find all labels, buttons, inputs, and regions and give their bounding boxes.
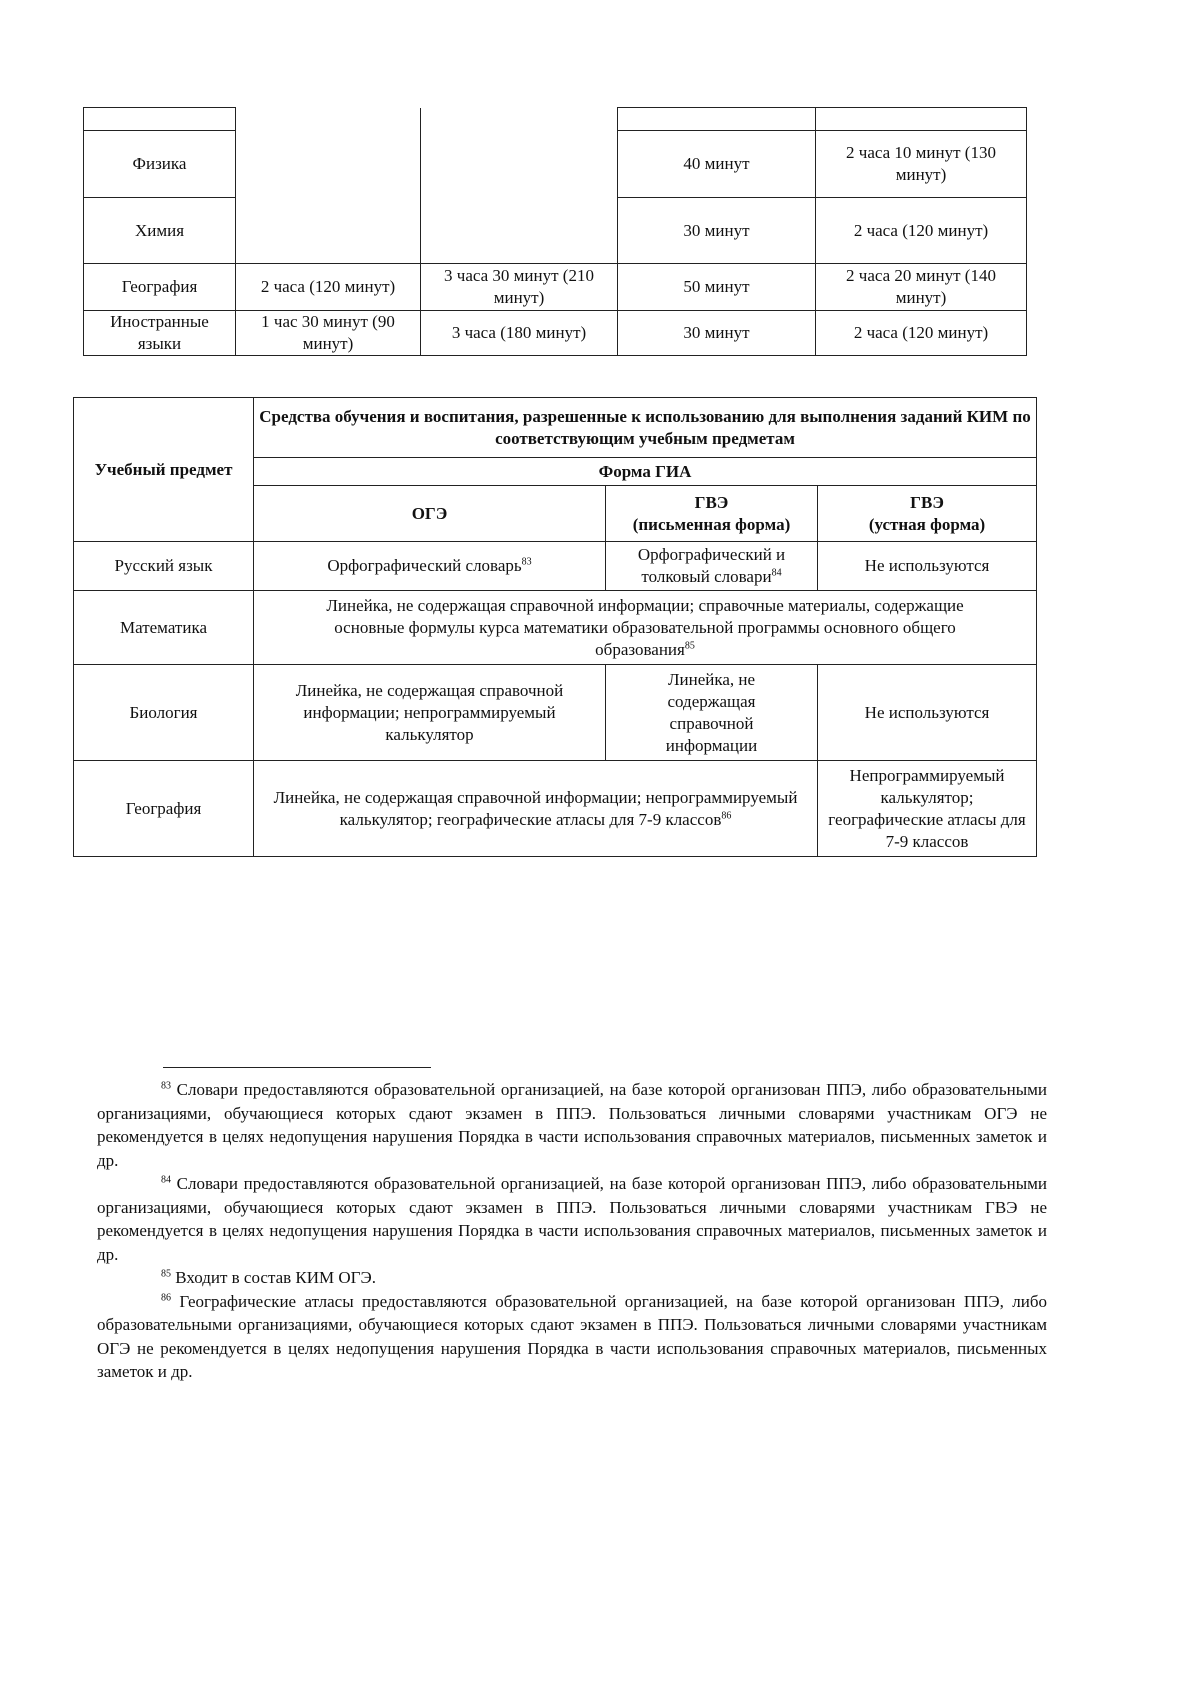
table-row [74, 542, 1037, 591]
table-cell: 2 часа 10 минут (130 минут) [816, 131, 1027, 198]
table-cell: 2 часа (120 минут) [236, 264, 421, 311]
table-cell [816, 108, 1027, 131]
footnote-ref[interactable]: 85 [684, 639, 695, 651]
table-cell: 2 часа (120 минут) [816, 311, 1027, 356]
exam-duration-table [83, 107, 1027, 356]
table-cell: 1 час 30 минут (90 минут) [236, 311, 421, 356]
table-cell [421, 108, 618, 264]
table-cell: Не используются [818, 542, 1037, 591]
footnote-text: Словари предоставляются образовательной организацией, на базе которой организован ППЭ, либо образовательными организациями, обучающиеся которых сдают экзамен в ППЭ. Пользоваться личными словарями участникам ГВЭ не рекомендуется в целях недопущения нарушения Порядка в части использования справочных материалов, письменных заметок и др. [97, 1174, 1048, 1264]
subject-cell: Математика [74, 591, 254, 665]
subject-cell: География [74, 761, 254, 857]
subject-cell: Химия [84, 198, 236, 264]
gve-written-header [606, 486, 818, 542]
footnote-text: Словари предоставляются образовательной организацией, на базе которой организован ППЭ, либо образовательными организациями, обучающиеся которых сдают экзамен в ППЭ. Пользоваться личными словарями участникам ОГЭ не рекомендуется в целях недопущения нарушения Порядка в части использования справочных материалов, письменных заметок и др. [97, 1080, 1048, 1170]
table-cell: 3 часа (180 минут) [421, 311, 618, 356]
subject-cell: Русский язык [74, 542, 254, 591]
table-row [84, 264, 1027, 311]
table-cell: 2 часа 20 минут (140 минут) [816, 264, 1027, 311]
table-row [84, 311, 1027, 356]
table-cell [254, 591, 1037, 665]
cell-text: Линейка, не содержащая справочной информации; справочные материалы, содержащие основные формулы курса математики образовательной программы основного общего образования [326, 595, 964, 659]
table-row [74, 761, 1037, 857]
footnote-number: 85 [161, 1268, 171, 1280]
table-cell [236, 108, 421, 264]
table-cell: 30 минут [618, 311, 816, 356]
table-row [74, 665, 1037, 761]
footnote [97, 1172, 1047, 1266]
subject-cell: Биология [74, 665, 254, 761]
table-row [84, 108, 1027, 131]
form-header: Форма ГИА [254, 458, 1037, 486]
table-cell [254, 542, 606, 591]
footnote [97, 1266, 1047, 1290]
means-header: Средства обучения и воспитания, разрешенные к использованию для выполнения заданий КИМ по соответствующим учебным предметам [254, 398, 1037, 458]
header-line: ГВЭ [694, 492, 729, 512]
subject-cell: География [84, 264, 236, 311]
table-cell: Не используются [818, 665, 1037, 761]
oge-header: ОГЭ [254, 486, 606, 542]
footnote [97, 1290, 1047, 1384]
subject-cell: Иностранные языки [84, 311, 236, 356]
cell-text: Орфографический словарь [327, 556, 522, 575]
allowed-materials-table [73, 397, 1037, 857]
table-cell: 2 часа (120 минут) [816, 198, 1027, 264]
subject-cell: Физика [84, 131, 236, 198]
table-cell: 50 минут [618, 264, 816, 311]
footnote-separator [163, 1067, 431, 1068]
table-cell [254, 761, 818, 857]
footnote-ref[interactable]: 83 [521, 556, 532, 568]
footnote-ref[interactable]: 86 [721, 809, 732, 821]
footnote-text: Географические атласы предоставляются образовательной организацией, на базе которой организован ППЭ, либо образовательными организациями, обучающиеся которых сдают экзамен в ППЭ. Пользоваться личными словарями участникам ОГЭ не рекомендуется в целях недопущения нарушения Порядка в части использования справочных материалов, письменных заметок и др. [97, 1291, 1047, 1381]
footnote-text: Входит в состав КИМ ОГЭ. [175, 1268, 376, 1287]
table-cell: Линейка, не содержащая справочной информации [606, 665, 818, 761]
footnote-ref[interactable]: 84 [771, 567, 782, 579]
header-line: ГВЭ [910, 492, 944, 512]
table-cell [618, 108, 816, 131]
table-cell: 30 минут [618, 198, 816, 264]
table-cell: 3 часа 30 минут (210 минут) [421, 264, 618, 311]
header-row [74, 398, 1037, 458]
header-line: (письменная форма) [632, 514, 791, 534]
footnote [97, 1078, 1047, 1172]
cell-text: Орфографический и толковый словари [637, 545, 786, 586]
table-cell: Непрограммируемый калькулятор; географические атласы для 7-9 классов [818, 761, 1037, 857]
footnote-number: 83 [161, 1080, 171, 1092]
cell-text: Линейка, не содержащая справочной информации; непрограммируемый калькулятор; географические атласы для 7-9 классов [273, 787, 798, 829]
gve-oral-header [818, 486, 1037, 542]
footnotes [97, 1078, 1047, 1384]
subject-header: Учебный предмет [74, 398, 254, 542]
footnote-number: 86 [161, 1291, 171, 1303]
header-line: (устная форма) [868, 514, 986, 534]
table-cell [606, 542, 818, 591]
footnote-number: 84 [161, 1174, 171, 1186]
table-cell: Линейка, не содержащая справочной информации; непрограммируемый калькулятор [254, 665, 606, 761]
table-cell [84, 108, 236, 131]
table-cell: 40 минут [618, 131, 816, 198]
table-row [74, 591, 1037, 665]
